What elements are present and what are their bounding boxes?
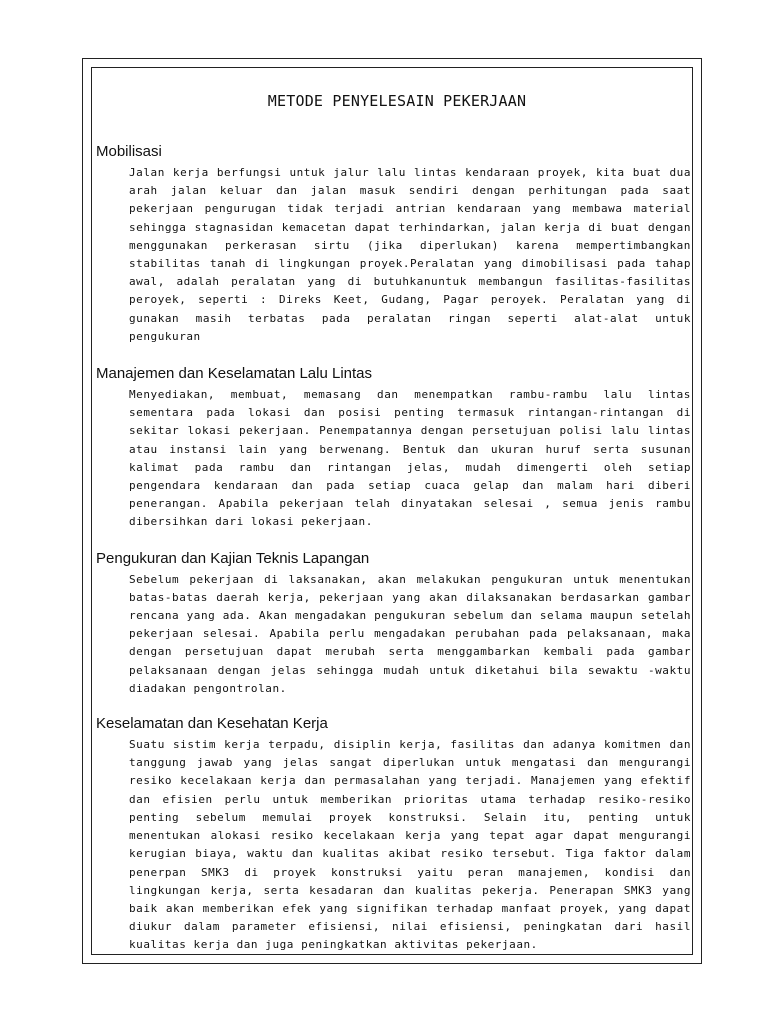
section-pengukuran [96, 550, 692, 698]
section-heading: Pengukuran dan Kajian Teknis Lapangan [96, 549, 370, 567]
section-body: Sebelum pekerjaan di laksanakan, akan melakukan pengukuran untuk menentukan batas-batas daerah kerja, pekerjaan yang akan dilaksanakan berdasarkan gambar rencana yang ada. Akan mengadakan pengukuran sebelum dan selama maupun setelah pekerjaan selesai. Apabila perlu mengadakan perubahan pada pelaksanaan, maka dengan persetujuan dapat merubah serta menggambarkan kembali pada gambar pelaksanaan dengan jelas sehingga mudah untuk diketahui bila sewaktu -waktu diadakan pengontrolan. [129, 572, 691, 695]
section-body: Menyediakan, membuat, memasang dan menempatkan rambu-rambu lalu lintas sementara pada lokasi dan posisi penting termasuk rintangan-rintangan di sekitar lokasi pekerjaan. Penempatannya dengan persetujuan polisi lalu lintas atau instansi lain yang berwenang. Bentuk dan ukuran huruf serta susunan kalimat pada rambu dan rintangan jelas, mudah dimengerti oleh setiap pengendara kendaraan dan pada setiap cuaca gelap dan malam hari diberi penerangan. Apabila pekerjaan telah dinyatakan selesai , semua jenis rambu dibersihkan dari lokasi pekerjaan. [129, 388, 691, 529]
section-manajemen-lalu-lintas [96, 365, 692, 532]
document-content [96, 92, 692, 972]
section-k3 [96, 715, 692, 954]
section-mobilisasi [96, 143, 692, 346]
document-title: METODE PENYELESAIN PEKERJAAN [267, 92, 527, 110]
section-body: Suatu sistim kerja terpadu, disiplin kerja, fasilitas dan adanya komitmen dan tanggung jawab yang jelas sangat diperlukan untuk mengatasi dan mengurangi resiko kecelakaan kerja dan permasalahan yang terjadi. Manajemen yang efektif dan efisien perlu untuk memberikan prioritas utama terhadap resiko-resiko penting sebelum memulai proyek konstruksi. Selain itu, penting untuk menentukan alokasi resiko kecelakaan kerja yang tepat agar dapat mengurangi kerugian biaya, waktu dan kualitas akibat resiko tersebut. Tiga faktor dalam penerpan SMK3 di proyek konstruksi yaitu peran manajemen, kondisi dan lingkungan kerja, serta kesadaran dan kualitas pekerja. Penerapan SMK3 yang baik akan memberikan efek yang signifikan terhadap manfaat proyek, yang dapat diukur dalam parameter efisiensi, nilai efisiensi, peningkatan dari hasil kualitas kerja dan juga peningkatkan aktivitas pekerjaan. [129, 738, 691, 952]
section-body: Jalan kerja berfungsi untuk jalur lalu lintas kendaraan proyek, kita buat dua arah jalan keluar dan jalan masuk sendiri dengan perhitungan pada saat pekerjaan pengurugan tidak terjadi antrian kendaraan yang membawa material sehingga stagnasidan kemacetan dapat terhindarkan, jalan kerja di buat dengan menggunakan perkerasan sirtu (jika diperlukan) karena mempertimbangkan stabilitas tanah di lingkungan proyek.Peralatan yang dimobilisasi pada tahap awal, adalah peralatan yang di butuhkanuntuk membangun fasilitas-fasilitas peroyek, seperti : Direks Keet, Gudang, Pagar peroyek. Peralatan yang di gunakan masih terbatas pada peralatan ringan seperti alat-alat untuk pengukuran [129, 166, 691, 343]
section-heading: Manajemen dan Keselamatan Lalu Lintas [96, 365, 373, 383]
section-heading: Keselamatan dan Kesehatan Kerja [96, 715, 328, 733]
section-heading: Mobilisasi [96, 143, 162, 160]
